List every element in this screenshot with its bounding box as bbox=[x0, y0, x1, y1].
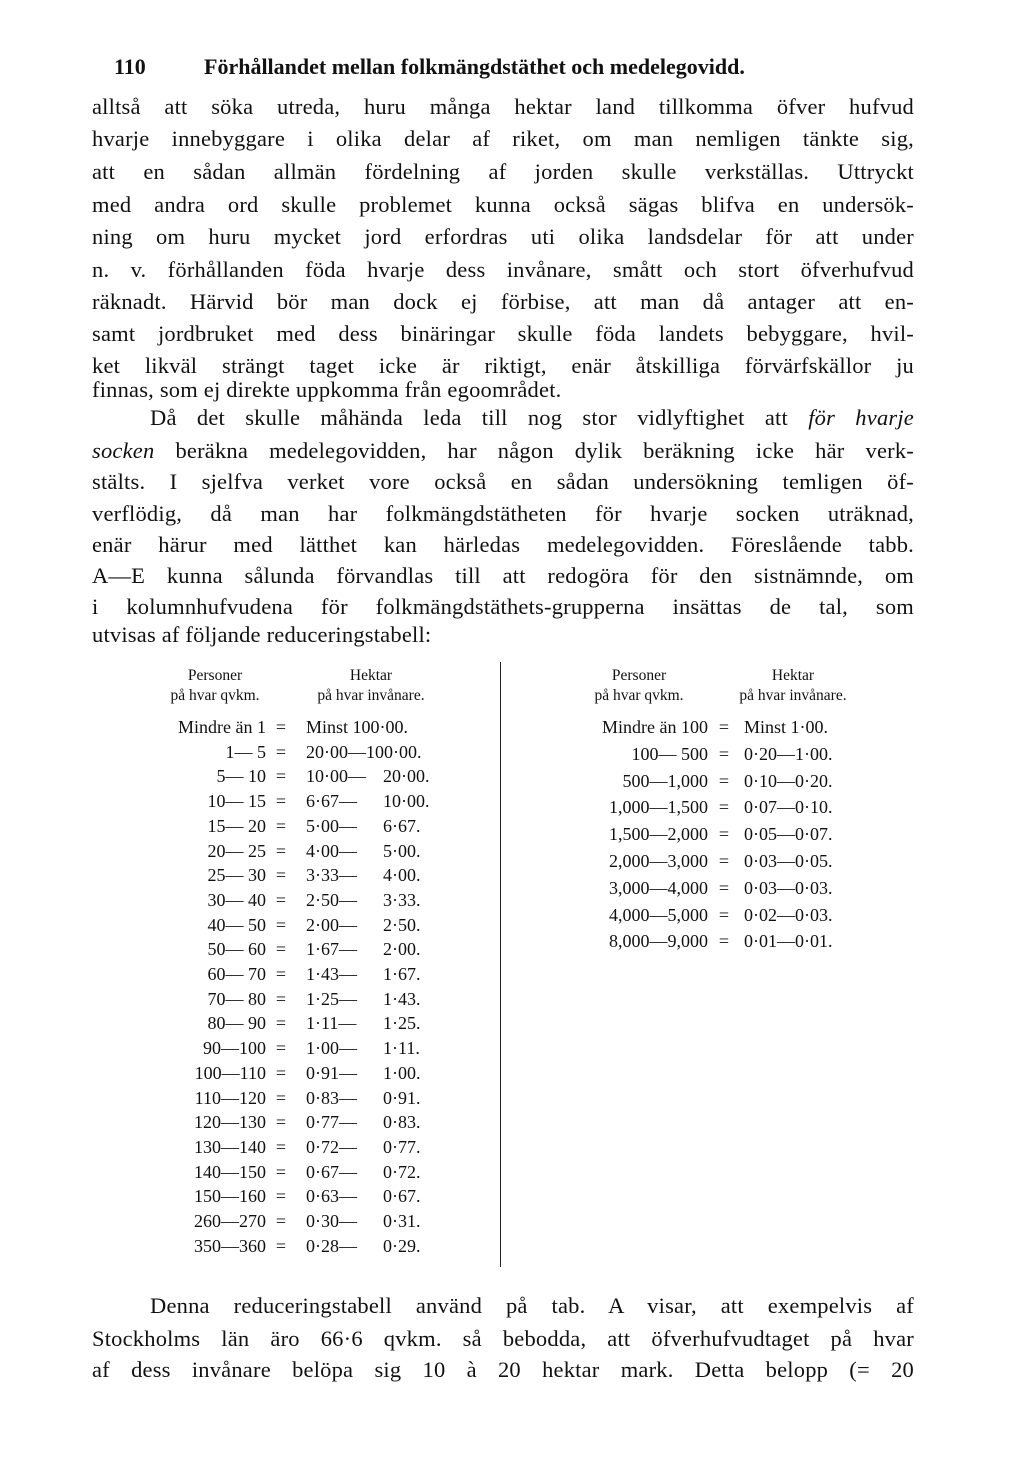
running-title: Förhållandet mellan folkmängdstäthet och medelegovidd. bbox=[204, 54, 745, 79]
column-divider bbox=[500, 662, 501, 1267]
equals-sign: = bbox=[275, 815, 287, 836]
header-text: Hektar bbox=[349, 667, 393, 684]
header-text: Hektar bbox=[771, 667, 815, 684]
equals-sign: = bbox=[275, 1062, 287, 1083]
persons-range: 130—140 bbox=[194, 1136, 266, 1157]
hectares-upper: 1·11. bbox=[383, 1038, 420, 1059]
equals-sign: = bbox=[718, 931, 730, 952]
hectares-range: 0·03—0·05. bbox=[744, 851, 833, 871]
text-line: A—E kunna sålunda förvandlas till att redogöra för den sistnämnde, om bbox=[92, 563, 914, 588]
header-text: på hvar qvkm. bbox=[170, 687, 260, 704]
text-line: ket likväl strängt taget icke är riktigt, enär åtskilliga förvärfskällor ju bbox=[92, 353, 914, 378]
persons-range: Mindre än 1 bbox=[178, 717, 266, 737]
persons-range: 1— 5 bbox=[225, 741, 266, 762]
hectares-range: 0·67— bbox=[306, 1161, 357, 1182]
persons-range: 100—110 bbox=[194, 1062, 266, 1083]
hectares-range: Minst 1·00. bbox=[744, 717, 829, 737]
hectares-upper: 2·50. bbox=[383, 914, 421, 935]
column-header-hectares bbox=[296, 666, 446, 706]
hectares-range: 5·00— bbox=[306, 815, 357, 836]
hectares-upper: 2·00. bbox=[383, 939, 421, 960]
text-line: finnas, som ej direkte uppkomma från egoområdet. bbox=[92, 377, 562, 402]
equals-sign: = bbox=[275, 914, 287, 935]
persons-range: 3,000—4,000 bbox=[609, 877, 708, 898]
text-line: att en sådan allmän fördelning af jorden skulle verkställas. Uttryckt bbox=[92, 159, 914, 184]
hectares-upper: 20·00. bbox=[383, 766, 430, 787]
hectares-range: 0·91— bbox=[306, 1062, 357, 1083]
text-line: räknadt. Härvid bör man dock ej förbise, att man då antager att en- bbox=[92, 289, 914, 314]
persons-range: 90—100 bbox=[203, 1038, 266, 1059]
equals-sign: = bbox=[275, 840, 287, 861]
persons-range: 150—160 bbox=[194, 1186, 266, 1207]
hectares-range: Minst 100·00. bbox=[306, 717, 409, 737]
equals-sign: = bbox=[718, 904, 730, 925]
equals-sign: = bbox=[275, 1136, 287, 1157]
hectares-range: 2·50— bbox=[306, 889, 357, 910]
hectares-upper: 1·67. bbox=[383, 964, 421, 984]
hectares-range: 4·00— bbox=[306, 840, 357, 861]
hectares-range: 6·67— bbox=[306, 791, 357, 812]
text-line: n. v. förhållanden föda hvarje dess invånare, smått och stort öfverhufvud bbox=[92, 257, 914, 282]
text-line: verflödig, då man har folkmängdstätheten för hvarje socken uträknad, bbox=[92, 501, 914, 526]
hectares-upper: 1·25. bbox=[383, 1013, 421, 1034]
text-line: af dess invånare belöpa sig 10 à 20 hektar mark. Detta belopp (= 20 bbox=[92, 1357, 914, 1382]
column-header-persons bbox=[574, 666, 704, 706]
equals-sign: = bbox=[718, 824, 730, 845]
text-line: enär härur med lätthet kan härledas medelegovidden. Föreslående tabb. bbox=[92, 532, 914, 557]
equals-sign: = bbox=[718, 851, 730, 871]
text-line: samt jordbruket med dess binäringar skulle föda landets bebyggare, hvil- bbox=[92, 321, 914, 346]
hectares-upper: 0·31. bbox=[383, 1211, 421, 1231]
persons-range: Mindre än 100 bbox=[602, 717, 708, 737]
header-text: på hvar invånare. bbox=[739, 687, 847, 704]
persons-range: 15— 20 bbox=[207, 815, 266, 836]
equals-sign: = bbox=[275, 865, 287, 886]
equals-sign: = bbox=[275, 766, 287, 787]
hectares-range: 10·00— bbox=[306, 766, 366, 787]
hectares-range: 1·11— bbox=[306, 1013, 357, 1034]
hectares-range: 0·28— bbox=[306, 1235, 357, 1256]
text-line: hvarje innebyggare i olika delar af riket, om man nemligen tänkte sig, bbox=[92, 126, 914, 151]
persons-range: 5— 10 bbox=[216, 766, 266, 787]
hectares-upper: 0·72. bbox=[383, 1161, 421, 1182]
persons-range: 120—130 bbox=[194, 1112, 266, 1133]
persons-range: 140—150 bbox=[194, 1161, 266, 1182]
hectares-upper: 0·77. bbox=[383, 1136, 421, 1157]
equals-sign: = bbox=[275, 791, 287, 812]
persons-range: 1,000—1,500 bbox=[609, 797, 708, 818]
hectares-range: 0·01—0·01. bbox=[744, 931, 833, 952]
persons-range: 260—270 bbox=[194, 1211, 266, 1231]
hectares-upper: 5·00. bbox=[383, 840, 421, 861]
equals-sign: = bbox=[275, 717, 287, 737]
hectares-range: 0·02—0·03. bbox=[744, 904, 833, 925]
hectares-range: 0·83— bbox=[306, 1087, 357, 1108]
persons-range: 50— 60 bbox=[207, 939, 266, 960]
equals-sign: = bbox=[718, 770, 730, 791]
persons-range: 2,000—3,000 bbox=[609, 851, 708, 871]
equals-sign: = bbox=[275, 1013, 287, 1034]
persons-range: 25— 30 bbox=[207, 865, 266, 886]
text-span: Då det skulle måhända leda till nog stor vidlyftighet att bbox=[150, 405, 809, 430]
text-span: beräkna medelegovidden, har någon dylik beräkning icke här verk- bbox=[154, 438, 914, 463]
hectares-range: 1·00— bbox=[306, 1038, 357, 1059]
hectares-range: 0·30— bbox=[306, 1211, 357, 1231]
header-text: på hvar invånare. bbox=[317, 687, 425, 704]
equals-sign: = bbox=[275, 741, 287, 762]
persons-range: 100— 500 bbox=[631, 743, 708, 764]
persons-range: 30— 40 bbox=[207, 889, 266, 910]
hectares-range: 2·00— bbox=[306, 914, 357, 935]
text-line bbox=[150, 403, 914, 433]
equals-sign: = bbox=[718, 877, 730, 898]
text-line: med andra ord skulle problemet kunna också sägas blifva en undersök- bbox=[92, 192, 914, 217]
hectares-upper: 1·00. bbox=[383, 1062, 421, 1083]
hectares-range: 0·77— bbox=[306, 1112, 357, 1133]
equals-sign: = bbox=[275, 1161, 287, 1182]
hectares-upper: 0·91. bbox=[383, 1087, 421, 1108]
hectares-upper: 3·33. bbox=[383, 889, 421, 910]
page-number: 110 bbox=[114, 54, 146, 79]
persons-range: 70— 80 bbox=[207, 988, 266, 1009]
equals-sign: = bbox=[275, 939, 287, 960]
header-text: Personer bbox=[611, 667, 667, 684]
text-line: i kolumnhufvudena för folkmängdstäthets-grupperna insättas de tal, som bbox=[92, 594, 914, 619]
persons-range: 8,000—9,000 bbox=[609, 931, 708, 952]
hectares-upper: 0·83. bbox=[383, 1112, 421, 1133]
equals-sign: = bbox=[718, 743, 730, 764]
persons-range: 60— 70 bbox=[207, 964, 266, 984]
text-line: utvisas af följande reduceringstabell: bbox=[92, 622, 432, 647]
equals-sign: = bbox=[718, 717, 730, 737]
hectares-range: 20·00—100·00. bbox=[306, 741, 422, 762]
hectares-range: 0·05—0·07. bbox=[744, 824, 833, 845]
column-header-persons bbox=[160, 666, 270, 706]
persons-range: 4,000—5,000 bbox=[609, 904, 708, 925]
hectares-range: 0·20—1·00. bbox=[744, 743, 833, 764]
hectares-range: 1·67— bbox=[306, 939, 357, 960]
equals-sign: = bbox=[275, 1038, 287, 1059]
hectares-upper: 10·00. bbox=[383, 791, 430, 812]
persons-range: 1,500—2,000 bbox=[609, 824, 708, 845]
hectares-range: 1·43— bbox=[306, 964, 357, 984]
equals-sign: = bbox=[718, 797, 730, 818]
equals-sign: = bbox=[275, 1235, 287, 1256]
text-line: ning om huru mycket jord erfordras uti olika landsdelar för att under bbox=[92, 224, 914, 249]
equals-sign: = bbox=[275, 889, 287, 910]
text-line: stälts. I sjelfva verket vore också en sådan undersökning temligen öf- bbox=[92, 469, 914, 494]
equals-sign: = bbox=[275, 964, 287, 984]
emphasis: socken bbox=[92, 438, 155, 463]
equals-sign: = bbox=[275, 1112, 287, 1133]
emphasis: för hvarje bbox=[808, 405, 914, 430]
hectares-range: 0·03—0·03. bbox=[744, 877, 833, 898]
text-line: alltså att söka utreda, huru många hektar land tillkomma öfver hufvud bbox=[92, 94, 914, 119]
hectares-range: 0·10—0·20. bbox=[744, 770, 833, 791]
hectares-upper: 6·67. bbox=[383, 815, 421, 836]
page-header bbox=[114, 54, 914, 84]
persons-range: 500—1,000 bbox=[622, 770, 708, 791]
hectares-range: 3·33— bbox=[306, 865, 357, 886]
hectares-range: 0·07—0·10. bbox=[744, 797, 833, 818]
hectares-upper: 1·43. bbox=[383, 988, 421, 1009]
equals-sign: = bbox=[275, 1087, 287, 1108]
persons-range: 110—120 bbox=[194, 1087, 266, 1108]
persons-range: 40— 50 bbox=[207, 914, 266, 935]
hectares-range: 1·25— bbox=[306, 988, 357, 1009]
persons-range: 80— 90 bbox=[207, 1013, 266, 1034]
text-line: Denna reduceringstabell använd på tab. A visar, att exempelvis af bbox=[150, 1293, 914, 1318]
header-text: Personer bbox=[187, 667, 243, 684]
persons-range: 350—360 bbox=[194, 1235, 266, 1256]
hectares-upper: 0·29. bbox=[383, 1235, 421, 1256]
persons-range: 10— 15 bbox=[207, 791, 266, 812]
text-line bbox=[92, 436, 914, 466]
equals-sign: = bbox=[275, 988, 287, 1009]
header-text: på hvar qvkm. bbox=[594, 687, 684, 704]
hectares-upper: 4·00. bbox=[383, 865, 421, 886]
equals-sign: = bbox=[275, 1211, 287, 1231]
hectares-upper: 0·67. bbox=[383, 1186, 421, 1207]
persons-range: 20— 25 bbox=[207, 840, 266, 861]
text-line: Stockholms län äro 66·6 qvkm. så bebodda, att öfverhufvudtaget på hvar bbox=[92, 1326, 914, 1351]
column-header-hectares bbox=[718, 666, 868, 706]
hectares-range: 0·63— bbox=[306, 1186, 357, 1207]
equals-sign: = bbox=[275, 1186, 287, 1207]
hectares-range: 0·72— bbox=[306, 1136, 357, 1157]
